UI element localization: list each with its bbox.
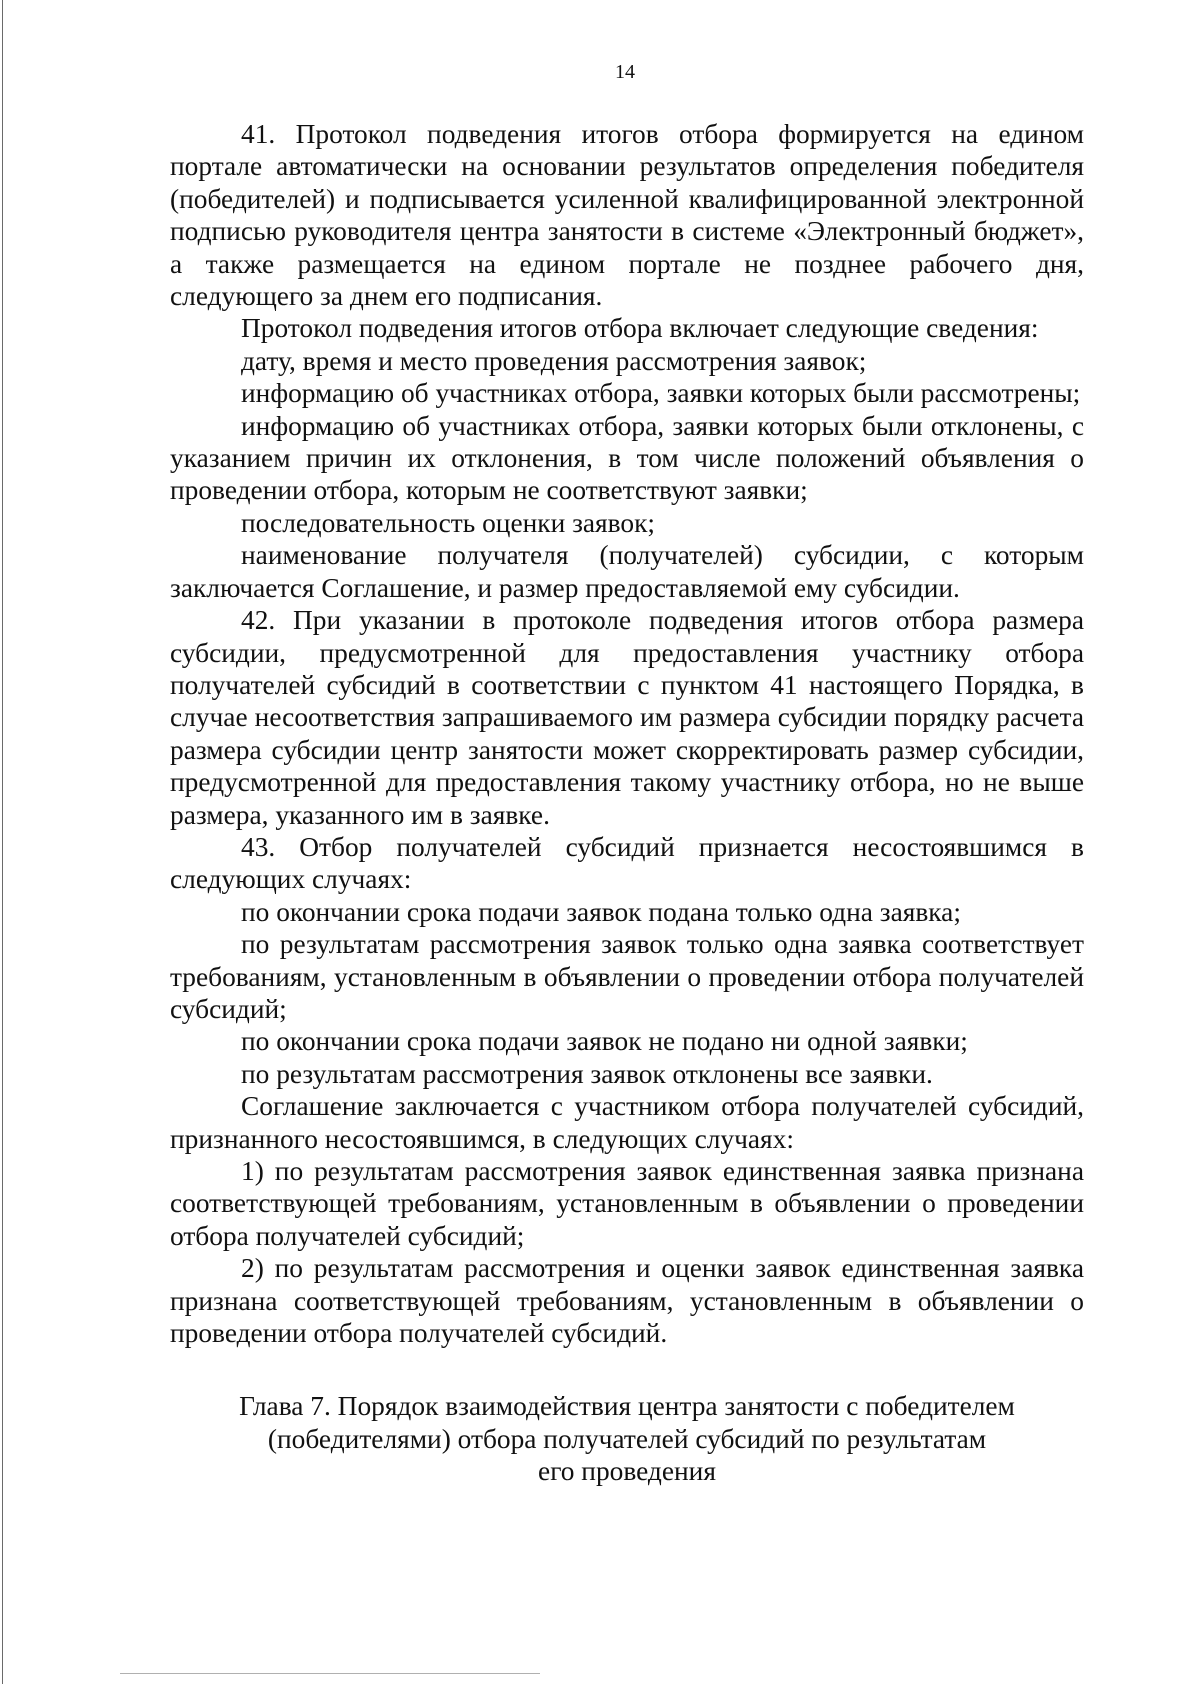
scan-bottom-rule	[120, 1673, 540, 1674]
document-body	[170, 118, 1084, 1488]
list-item: дату, время и место проведения рассмотрения заявок;	[241, 345, 867, 376]
page-number: 14	[615, 61, 635, 83]
chapter-heading	[170, 1390, 1084, 1487]
list-item: информацию об участниках отбора, заявки которых были рассмотрены;	[241, 378, 1081, 409]
paragraph-43: 43. Отбор получателей субсидий признается несостоявшимся в следующих случаях:	[170, 831, 1084, 895]
chapter-heading-line: (победителями) отбора получателей субсидий по результатам	[267, 1423, 987, 1454]
chapter-heading-line: его проведения	[538, 1456, 716, 1487]
paragraph-agreement: Соглашение заключается с участником отбора получателей субсидий, признанного несостоявшимся, в следующих случаях:	[170, 1091, 1084, 1154]
list-item: последовательность оценки заявок;	[241, 507, 656, 538]
list-item: по окончании срока подачи заявок подана только одна заявка;	[241, 896, 961, 927]
list-item: 2) по результатам рассмотрения и оценки заявок единственная заявка признана соответствующей требованиям, установленным в объявлении о проведении отбора получателей субсидий.	[170, 1253, 1084, 1349]
list-item: по окончании срока подачи заявок не подано ни одной заявки;	[241, 1026, 968, 1057]
chapter-heading-line: Глава 7. Порядок взаимодействия центра занятости с победителем	[239, 1391, 1015, 1422]
paragraph-42: 42. При указании в протоколе подведения итогов отбора размера субсидии, предусмотренной для предоставления участнику отбора получателей субсидий в соответствии с пунктом 41 настоящего Порядка, в случае несоответствия запрашиваемого им размера субсидии порядку расчета размера субсидии центр занятости может скорректировать размер субсидии, предусмотренной для предоставления такому участнику отбора, но не выше размера, указанного им в заявке.	[170, 605, 1084, 830]
paragraph-41: 41. Протокол подведения итогов отбора формируется на едином портале автоматически на основании результатов определения победителя (победителей) и подписывается усиленной квалифицированной электронной подписью руководителя центра занятости в системе «Электронный бюджет», а также размещается на едином портале не позднее рабочего дня, следующего за днем его подписания.	[170, 119, 1084, 312]
page-left-edge	[2, 0, 3, 1684]
paragraph-protocol-contents: Протокол подведения итогов отбора включает следующие сведения:	[241, 313, 1039, 344]
list-item: информацию об участниках отбора, заявки которых были отклонены, с указанием причин их отклонения, в том числе положений объявления о проведении отбора, которым не соответствуют заявки;	[170, 410, 1084, 506]
list-item: по результатам рассмотрения заявок только одна заявка соответствует требованиям, установленным в объявлении о проведении отбора получателей субсидий;	[170, 929, 1084, 1024]
list-item: 1) по результатам рассмотрения заявок единственная заявка признана соответствующей требованиям, установленным в объявлении о проведении отбора получателей субсидий;	[170, 1156, 1084, 1251]
list-item: наименование получателя (получателей) субсидии, с которым заключается Соглашение, и размер предоставляемой ему субсидии.	[170, 540, 1084, 603]
list-item: по результатам рассмотрения заявок отклонены все заявки.	[241, 1058, 933, 1089]
